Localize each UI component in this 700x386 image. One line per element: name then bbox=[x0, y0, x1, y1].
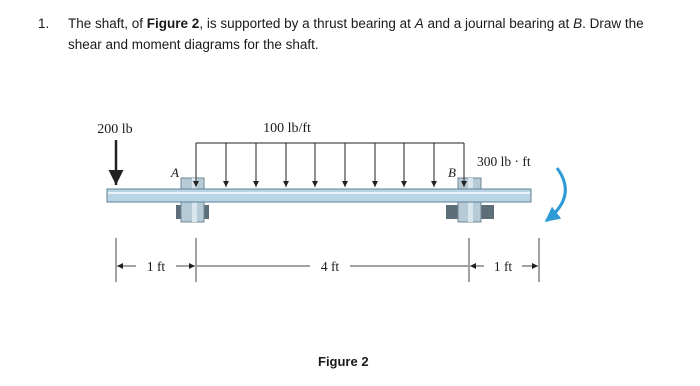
figure-reference: Figure 2 bbox=[146, 16, 200, 31]
point-a-ref: A bbox=[414, 16, 424, 31]
dim-left-label: 1 ft bbox=[146, 259, 166, 274]
point-load-label: 200 lb bbox=[97, 122, 133, 137]
distributed-load bbox=[196, 121, 464, 187]
couple-moment-label: 300 lb · ft bbox=[477, 154, 531, 169]
dimension-lines bbox=[116, 238, 539, 282]
point-b-label: B bbox=[448, 165, 456, 180]
point-load-200lb bbox=[97, 122, 132, 185]
dim-middle-label: 4 ft bbox=[320, 259, 340, 274]
figure-caption: Figure 2 bbox=[318, 354, 369, 369]
point-b-ref: B bbox=[573, 16, 583, 31]
shaft bbox=[107, 189, 531, 202]
problem-text-3: and a journal bearing at bbox=[423, 16, 574, 31]
dim-right-label: 1 ft bbox=[493, 259, 513, 274]
point-a-label: A bbox=[171, 165, 179, 180]
problem-text-1: The shaft, of bbox=[68, 16, 147, 31]
load-arrows bbox=[196, 143, 464, 187]
problem-text-4: . Draw the shear and moment diagrams for the shaft. bbox=[68, 16, 644, 52]
problem-number: 1. bbox=[38, 16, 50, 31]
problem-text-2: , is supported by a thrust bearing at bbox=[199, 16, 415, 31]
distributed-load-label: 100 lb/ft bbox=[263, 121, 311, 136]
